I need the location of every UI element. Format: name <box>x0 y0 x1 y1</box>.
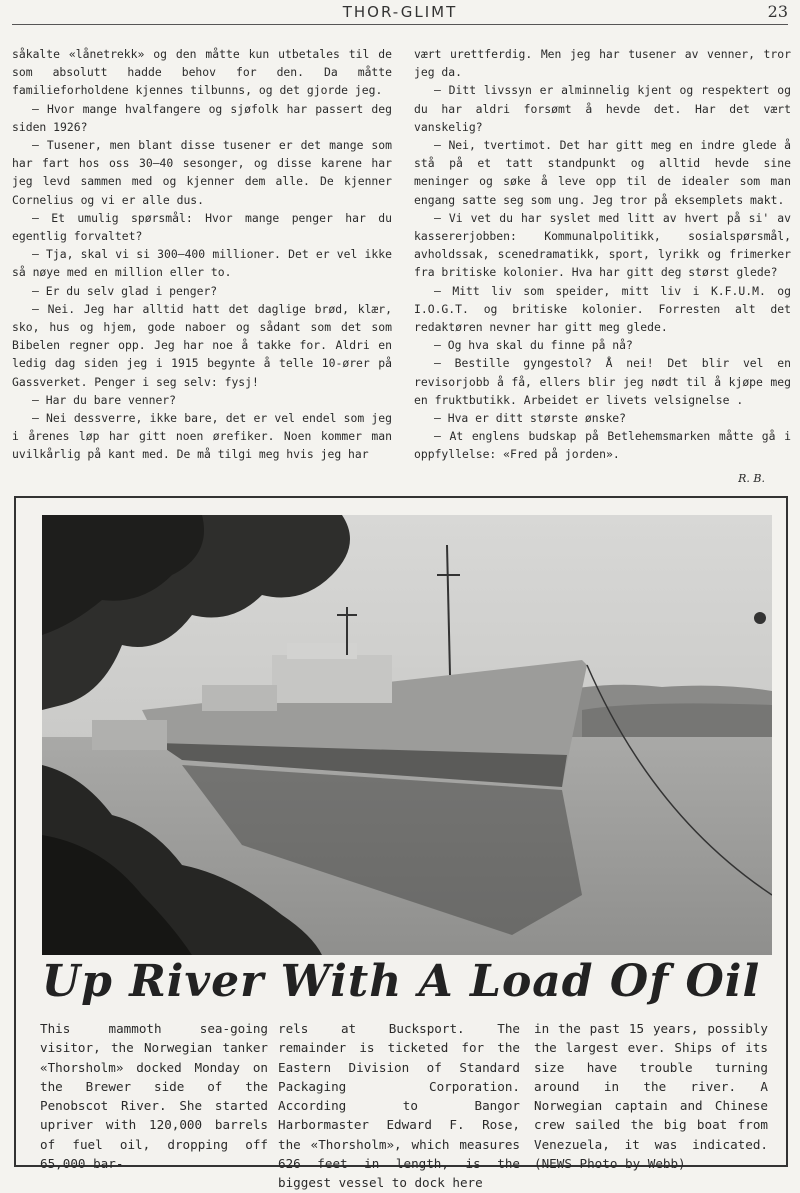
paragraph: vært urettferdig. Men jeg har tusener av venner, tror jeg da. <box>414 47 791 80</box>
paragraph: — Hva er ditt største ønske? <box>434 411 627 426</box>
paragraph: — Tusener, men blant disse tusener er det mange som har fart hos oss 30—40 sesonger, og disse karene har jeg levd sammen med og kjenner dem alle. De kjenner Cornelius og vi er alle dus. <box>12 138 392 207</box>
tanker-photo <box>42 515 772 955</box>
magazine-title: THOR-GLIMT <box>342 3 458 21</box>
paragraph: såkalte «lånetrekk» og den måtte kun utbetales til de som absolutt hadde behov for den. Da måtte familieforholdene kjennes tilbunns, og det gjorde jeg. <box>12 47 392 98</box>
interview-right-column <box>414 45 791 488</box>
paragraph: — Tja, skal vi si 300—400 millioner. Det er vel ikke så nøye med en million eller to. <box>12 247 392 280</box>
paragraph: — Nei. Jeg har alltid hatt det daglige brød, klær, sko, hus og hjem, gode naboer og sådant som det som Bibelen regner opp. Jeg har noe å takke for. Aldri en ledig dag siden jeg i 1915 begynte å telle 10-ører på Gassverket. Penger i seg selv: fysj! <box>12 301 392 389</box>
paragraph: — At englens budskap på Betlehemsmarken måtte gå i oppfyllelse: «Fred på jorden». <box>414 429 791 462</box>
paragraph: — Har du bare venner? <box>32 392 177 407</box>
page-number: 23 <box>767 2 788 21</box>
paragraph: — Et umulig spørsmål: Hvor mange penger har du egentlig forvaltet? <box>12 210 392 244</box>
story-column-3 <box>534 1019 768 1173</box>
paragraph: — Ditt livssyn er alminnelig kjent og respektert og du har aldri forsømt å hevde det. Har det vært vanskelig? <box>414 83 791 134</box>
clipping-headline: Up River With A Load Of Oil <box>41 956 761 1007</box>
header-rule <box>12 24 788 25</box>
paragraph: — Bestille gyngestol? Å nei! Det blir vel en revisorjobb å få, ellers blir jeg nødt til å kjøpe meg en fruktbutikk. Arbeidet er livets velsignelse . <box>414 356 791 407</box>
story-text: rels at Bucksport. The remainder is ticketed for the Eastern Division of Standard Packaging Corporation. According to Bangor Harbormaster Edward F. Rose, the «Thorsholm», which measures 626 feet in length, is the biggest vessel to dock here <box>278 1021 520 1191</box>
story-column-1 <box>40 1019 268 1173</box>
story-text: This mammoth sea-going visitor, the Norwegian tanker «Thorsholm» docked Monday on the Brewer side of the Penobscot River. She started upriver with 120,000 barrels of fuel oil, dropping off 65,000 bar- <box>40 1021 268 1172</box>
tanker-photo-illustration <box>42 515 772 955</box>
newspaper-clipping <box>14 496 788 1191</box>
paragraph: — Og hva skal du finne på nå? <box>434 338 633 353</box>
paragraph: — Mitt liv som speider, mitt liv i K.F.U.M. og I.O.G.T. og britiske kolonier. Forresten alt det redaktøren nevner har gitt meg glede. <box>414 283 791 335</box>
interview-left-column <box>12 45 392 464</box>
paragraph: — Hvor mange hvalfangere og sjøfolk har passert deg siden 1926? <box>12 101 392 134</box>
story-text: in the past 15 years, possibly the largest ever. Ships of its size have trouble turning around in the river. A Norwegian captain and Chinese crew sailed the big boat from Venezuela, it was indicated. (NEWS Photo by Webb) <box>534 1021 768 1172</box>
page-header <box>0 0 800 28</box>
paragraph: — Er du selv glad i penger? <box>32 283 218 298</box>
paragraph: — Nei dessverre, ikke bare, det er vel endel som jeg i årenes løp har gitt noen ørefiker. Noen kommer man uvilkårlig på kant med. De må tilgi meg hvis jeg har <box>12 411 392 462</box>
paragraph: — Nei, tvertimot. Det har gitt meg en indre glede å stå på et tatt standpunkt og alltid hevde sine meninger og søke å leve opp til de idealer som man engang satte seg som ung. Jeg tror på eksemplets makt. <box>414 138 791 207</box>
signature: R. B. <box>738 471 765 485</box>
story-column-2 <box>278 1019 520 1193</box>
paragraph: — Vi vet du har syslet med litt av hvert på si' av kassererjobben: Kommunalpolitikk, sosialspørsmål, avholdssak, scenedramatikk, sport, lyrikk og frimerker fra britiske kolonier. Hva har gitt deg størst glede? <box>414 210 791 280</box>
